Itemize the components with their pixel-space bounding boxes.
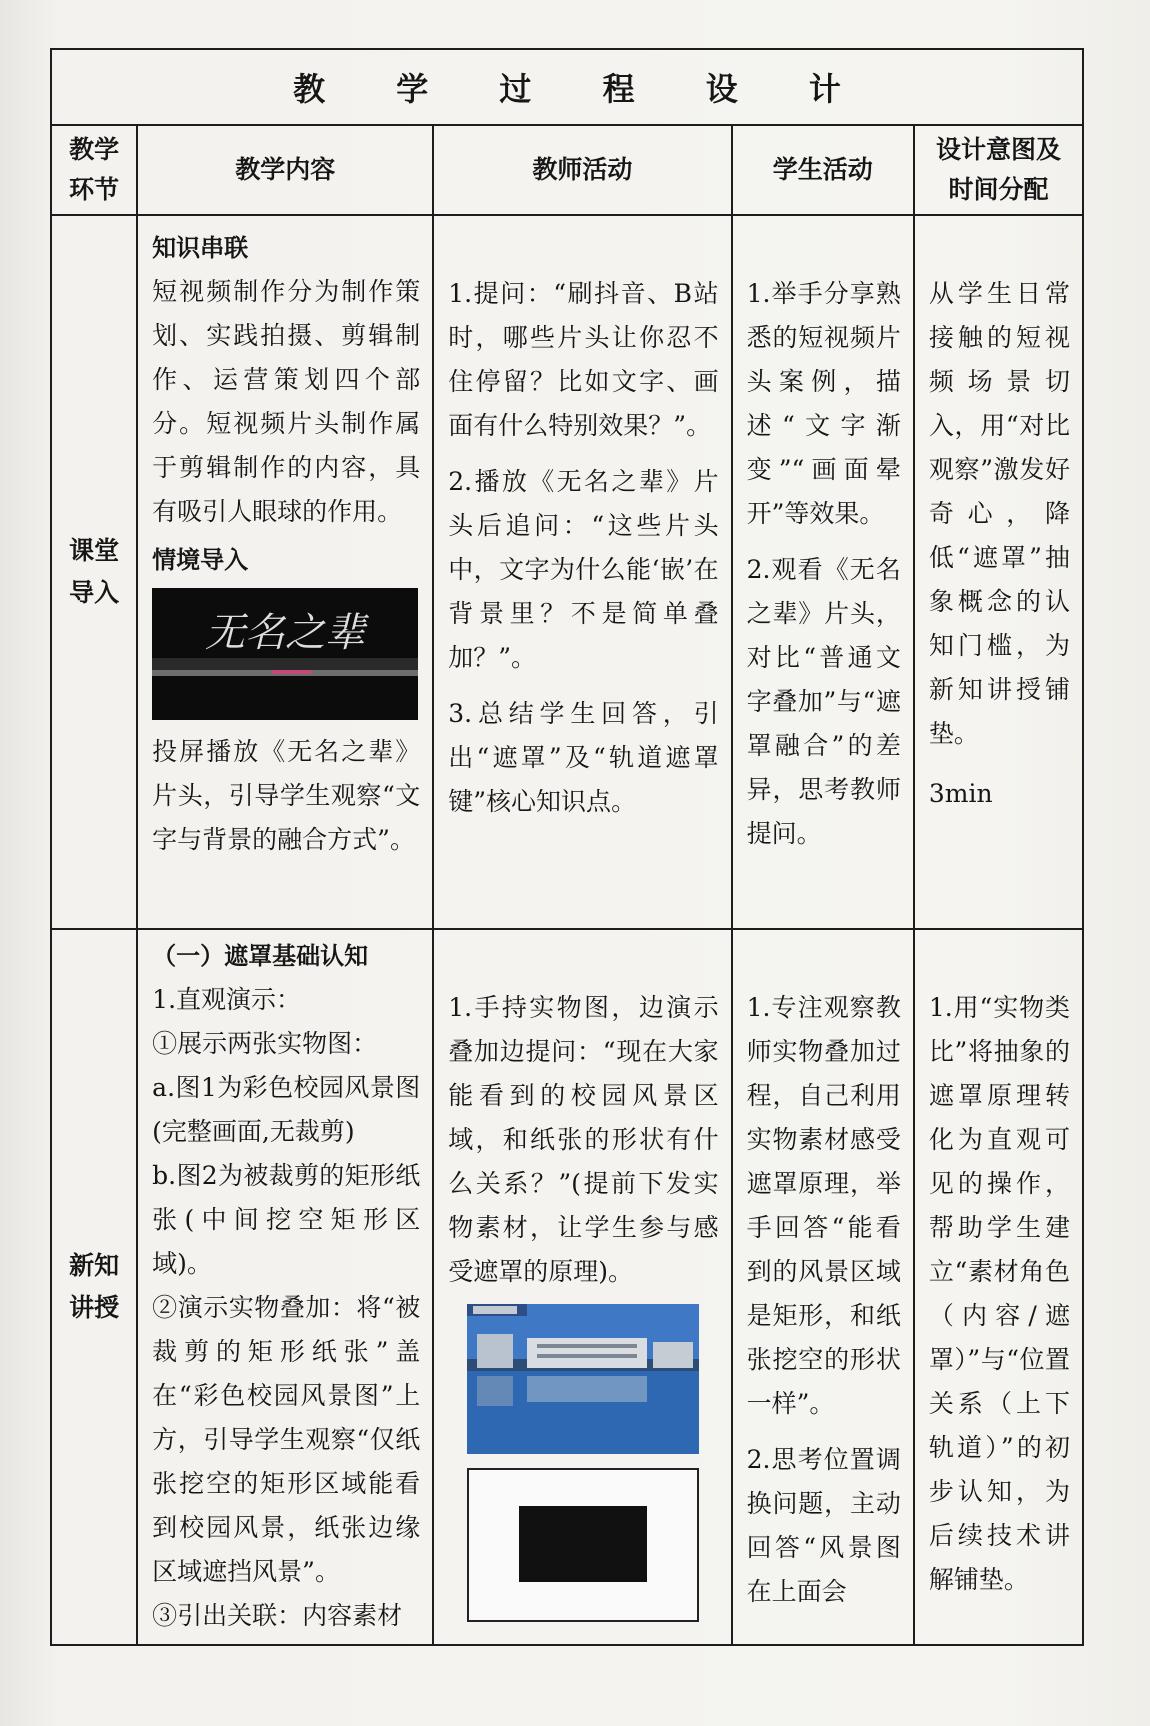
movie-title-image <box>152 588 418 720</box>
paragraph: 投屏播放《无名之辈》片头，引导学生观察“文字与背景的融合方式”。 <box>152 737 421 854</box>
table-row <box>51 929 1083 1645</box>
teacher-step: 2.播放《无名之辈》片头后追问：“这些片头中，文字为什么能‘嵌’在背景里？不是简单叠加？”。 <box>448 467 719 672</box>
header-design-line1: 设计意图及 <box>935 135 1061 164</box>
section-heading: （一）遮罩基础认知 <box>152 942 369 970</box>
teacher-step: 3.总结学生回答，引出“遮罩”及“轨道遮罩键”核心知识点。 <box>448 699 719 816</box>
student-step: 1.专注观察教师实物叠加过程，自己利用实物素材感受遮罩原理，举手回答“能看到的风景区域是矩形，和纸张挖空的形状一样”。 <box>746 993 901 1418</box>
cropped-paper-image <box>467 1468 699 1622</box>
time-allocation: 3min <box>928 779 993 808</box>
header-stage-line2: 环节 <box>69 175 120 204</box>
student-cell <box>732 215 914 929</box>
teacher-cell <box>433 215 731 929</box>
campus-photo <box>467 1304 699 1454</box>
section-heading: 情境导入 <box>152 546 249 574</box>
table-row <box>51 215 1083 929</box>
header-content: 教学内容 <box>137 125 433 215</box>
student-step: 2.观看《无名之辈》片头，对比“普通文字叠加”与“遮罩融合”的差异，思考教师提问。 <box>746 555 901 848</box>
content-line: a.图1为彩色校园风景图(完整画面,无裁剪) <box>152 1073 421 1146</box>
content-line: ③引出关联：内容素材 <box>152 1601 403 1630</box>
lesson-process-table <box>50 48 1084 1646</box>
title-row <box>51 49 1083 125</box>
header-design-line2: 时间分配 <box>948 175 1049 204</box>
stage-line1: 课堂 <box>69 536 120 565</box>
content-cell <box>137 929 433 1645</box>
header-design <box>914 125 1083 215</box>
stage-cell <box>51 215 137 929</box>
teacher-step: 1.手持实物图，边演示叠加边提问：“现在大家能看到的校园风景区域，和纸张的形状有什么关系？”(提前下发实物素材，让学生参与感受遮罩的原理)。 <box>448 993 719 1286</box>
content-line: 1.直观演示： <box>152 985 302 1014</box>
cropped-rectangle <box>519 1506 647 1582</box>
paragraph: 短视频制作分为制作策划、实践拍摄、剪辑制作、运营策划四个部分。短视频片头制作属于剪辑制作的内容，具有吸引人眼球的作用。 <box>152 277 421 526</box>
content-line: b.图2为被裁剪的矩形纸张(中间挖空矩形区域)。 <box>152 1161 421 1278</box>
header-stage <box>51 125 137 215</box>
movie-title-graphic <box>152 588 418 720</box>
teacher-cell <box>433 929 731 1645</box>
student-cell <box>732 929 914 1645</box>
movie-title-text: 无名之辈 <box>205 610 366 656</box>
campus-scene-graphic <box>467 1304 699 1454</box>
student-step: 2.思考位置调换问题，主动回答“风景图在上面会 <box>746 1445 901 1606</box>
header-teacher: 教师活动 <box>433 125 731 215</box>
stage-line2: 讲授 <box>69 1293 120 1322</box>
design-text: 从学生日常接触的短视频场景切入，用“对比观察”激发好奇心，降低“遮罩”抽象概念的认知门槛，为新知讲授铺垫。 <box>928 279 1070 748</box>
header-row <box>51 125 1083 215</box>
teacher-step: 1.提问：“刷抖音、B站时，哪些片头让你忍不住停留？比如文字、画面有什么特别效果？”。 <box>448 279 719 440</box>
design-cell <box>914 929 1083 1645</box>
header-stage-line1: 教学 <box>69 135 120 164</box>
design-text: 1.用“实物类比”将抽象的遮罩原理转化为直观可见的操作，帮助学生建立“素材角色（内容/遮罩）”与“位置关系（上下轨道）”的初步认知，为后续技术讲解铺垫。 <box>928 993 1070 1594</box>
design-cell <box>914 215 1083 929</box>
content-line: ②演示实物叠加：将“被裁剪的矩形纸张”盖在“彩色校园风景图”上方，引导学生观察“仅纸张挖空的矩形区域能看到校园风景，纸张边缘区域遮挡风景”。 <box>152 1293 421 1586</box>
header-student: 学生活动 <box>732 125 914 215</box>
student-step: 1.举手分享熟悉的短视频片头案例，描述“文字渐变”“画面晕开”等效果。 <box>746 279 901 528</box>
section-heading: 知识串联 <box>152 234 249 262</box>
content-cell <box>137 215 433 929</box>
stage-line1: 新知 <box>69 1251 120 1280</box>
stage-line2: 导入 <box>69 578 120 607</box>
table-title: 教 学 过 程 设 计 <box>51 49 1083 125</box>
stage-cell <box>51 929 137 1645</box>
content-line: ①展示两张实物图： <box>152 1029 378 1058</box>
